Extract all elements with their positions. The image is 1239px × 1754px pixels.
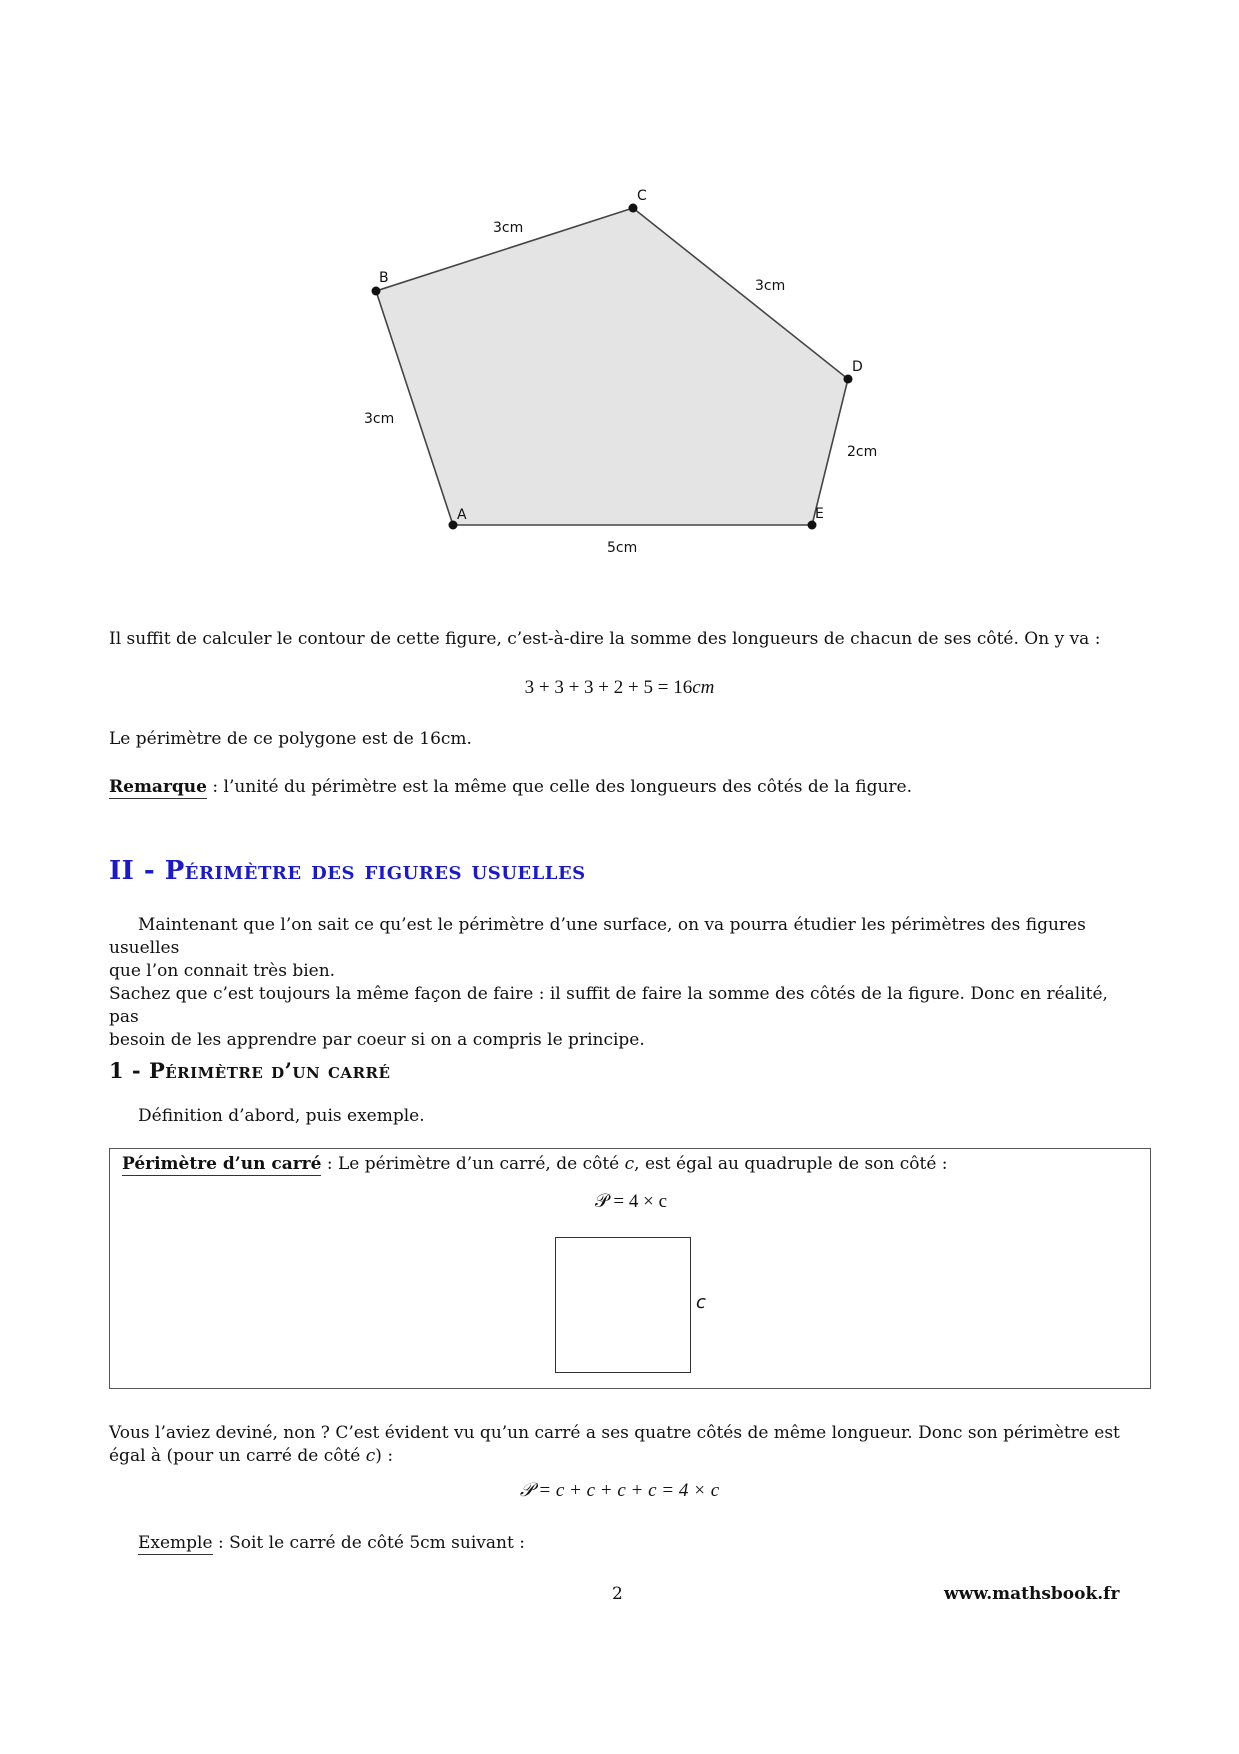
result-paragraph: Le périmètre de ce polygone est de 16cm. [109, 729, 472, 749]
equation-sum: 3 + 3 + 3 + 2 + 5 = 16 [524, 677, 693, 698]
side-label-ab: 3cm [364, 411, 395, 427]
contour-paragraph: Il suffit de calculer le contour de cette figure, c’est-à-dire la somme des longueurs de chacun de ses côté. On y va : [109, 629, 1101, 649]
explanation-line-2-before: égal à (pour un carré de côté [109, 1446, 366, 1466]
explanation-line-2 [109, 1445, 1129, 1468]
definition-formula: 𝒫 = 4 × c [594, 1191, 668, 1212]
definition-label: Périmètre d’un carré [122, 1154, 322, 1174]
page-number: 2 [612, 1584, 623, 1604]
side-label-ea: 5cm [607, 540, 638, 556]
vertex-label-e: E [815, 506, 824, 522]
definition-var: c [624, 1154, 635, 1174]
remark-paragraph [109, 776, 1129, 799]
side-label-cd: 3cm [755, 278, 786, 294]
pentagon-shape [376, 208, 848, 525]
explanation-line-1: Vous l’aviez deviné, non ? C’est évident vu qu’un carré a ses quatre côtés de même longueur. Donc son périmètre est [109, 1423, 1120, 1443]
vertex-label-c: C [637, 188, 647, 204]
section-intro-line-1: Maintenant que l’on sait ce qu’est le périmètre d’une surface, on va pourra étudier les périmètres des figures usuelles [109, 915, 1086, 958]
example-label: Exemple [138, 1533, 213, 1553]
remark-text: : l’unité du périmètre est la même que celle des longueurs des côtés de la figure. [206, 777, 913, 797]
definition-text [122, 1153, 948, 1176]
square-figure [555, 1237, 691, 1373]
example-text: : Soit le carré de côté 5cm suivant : [212, 1533, 525, 1553]
explanation-line-2-after: ) : [375, 1446, 394, 1466]
vertex-point-c [629, 204, 638, 213]
remark-label: Remarque [109, 777, 207, 797]
section-intro-line-4: besoin de les apprendre par coeur si on a compris le principe. [109, 1030, 645, 1050]
vertex-label-d: D [852, 359, 863, 375]
example-paragraph [138, 1532, 1158, 1555]
side-label-bc: 3cm [493, 220, 524, 236]
definition-text-before: : Le périmètre d’un carré, de côté [321, 1154, 625, 1174]
square-side-label: c [696, 1292, 706, 1313]
pentagon-figure [0, 0, 1239, 600]
explanation-paragraph [109, 1422, 1129, 1468]
vertex-label-b: B [379, 270, 389, 286]
subsection-intro: Définition d’abord, puis exemple. [138, 1106, 425, 1126]
subsection-title: 1 - Périmètre d’un carré [109, 1058, 391, 1083]
explanation-line-2-var: c [365, 1446, 376, 1466]
vertex-point-b [372, 287, 381, 296]
definition-text-after: , est égal au quadruple de son côté : [634, 1154, 948, 1174]
equation-polygon-sum [0, 677, 1239, 699]
side-label-de: 2cm [847, 444, 878, 460]
vertex-point-d [844, 375, 853, 384]
equation-unit: cm [692, 677, 715, 698]
section-intro [109, 914, 1129, 1052]
section-intro-line-3: Sachez que c’est toujours la même façon de faire : il suffit de faire la somme des côtés de la figure. Donc en réalité, pas [109, 984, 1108, 1027]
explanation-formula: 𝒫 = c + c + c + c = 4 × c [519, 1480, 720, 1501]
footer-site: www.mathsbook.fr [944, 1584, 1120, 1604]
section-intro-line-2: que l’on connait très bien. [109, 961, 336, 981]
section-title: II - Périmètre des figures usuelles [109, 856, 586, 886]
definition-box [109, 1148, 1151, 1389]
vertex-label-a: A [457, 507, 467, 523]
